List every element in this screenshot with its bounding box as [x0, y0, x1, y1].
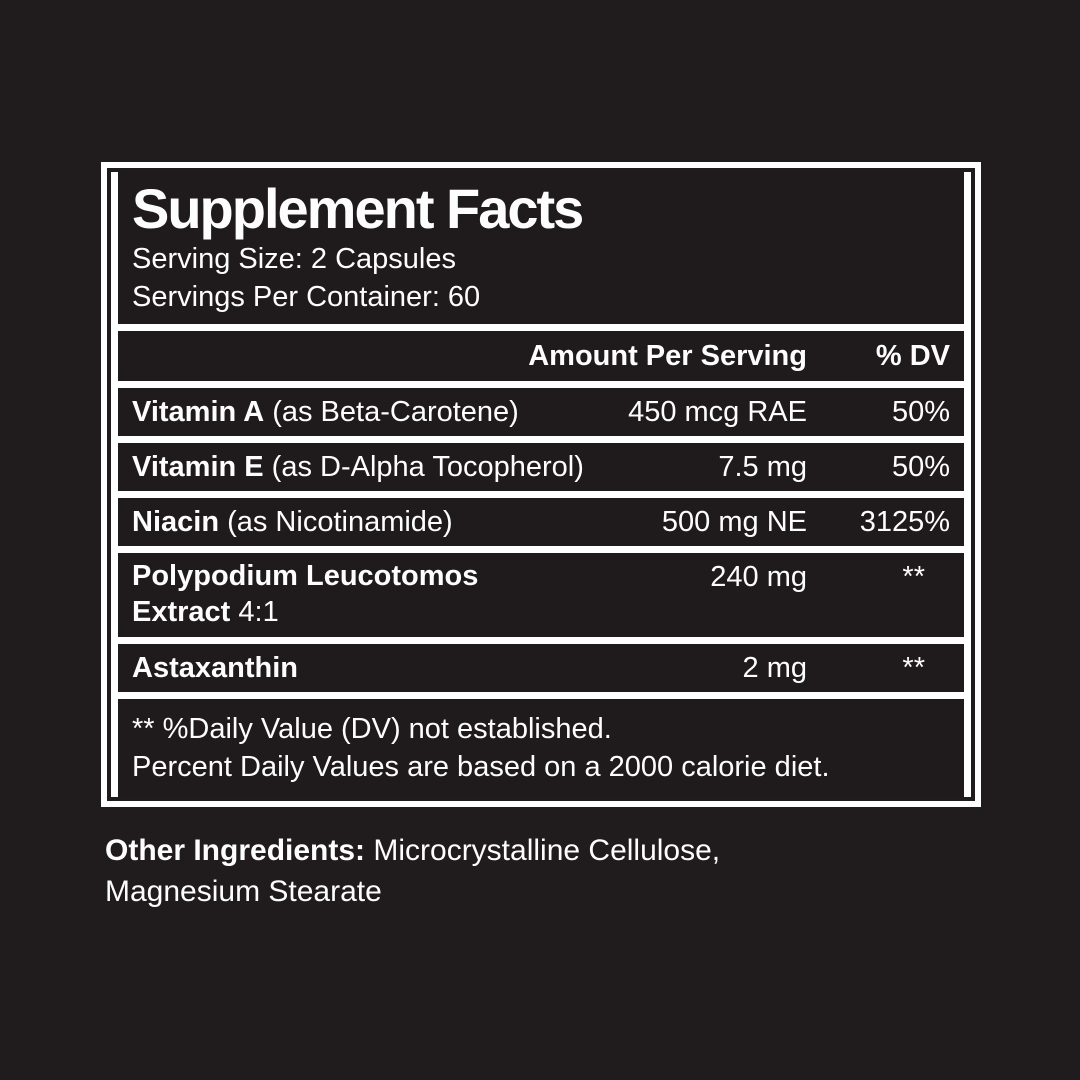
servings-per-container: Servings Per Container: 60 [132, 281, 481, 313]
supplement-facts-panel-inner [111, 172, 971, 797]
panel-header-box [118, 172, 964, 324]
other-ingredients-line2: Magnesium Stearate [105, 875, 382, 908]
column-header-row [118, 331, 964, 381]
serving-size: Serving Size: 2 Capsules [132, 243, 456, 275]
other-ingredients [105, 830, 905, 912]
nutrient-row-polypodium-leucotomos [118, 553, 964, 637]
nutrient-row-astaxanthin [118, 644, 964, 692]
nutrient-amount: 7.5 mg [718, 451, 807, 483]
nutrient-dv: ** [902, 561, 925, 593]
dv-header: % DV [875, 340, 950, 372]
nutrient-amount: 450 mcg RAE [628, 396, 807, 428]
nutrient-amount: 2 mg [742, 652, 807, 684]
nutrient-dv: 50% [891, 451, 950, 483]
nutrient-dv: 3125% [859, 506, 950, 538]
nutrient-dv: ** [902, 652, 925, 684]
nutrient-name: Astaxanthin [132, 652, 298, 684]
panel-title: Supplement Facts [132, 177, 583, 240]
other-ingredients-line1: Microcrystalline Cellulose, [365, 834, 721, 867]
nutrient-amount: 240 mg [710, 561, 807, 593]
supplement-facts-panel [101, 162, 981, 807]
amount-per-serving-header: Amount Per Serving [528, 340, 807, 372]
nutrient-name: Polypodium Leucotomos Extract 4:1 [132, 560, 479, 628]
footnote-dv-not-established: ** %Daily Value (DV) not established. [132, 713, 612, 745]
nutrient-row-vitamin-a [118, 388, 964, 436]
footnote-daily-values: Percent Daily Values are based on a 2000 calorie diet. [132, 751, 830, 783]
other-ingredients-label: Other Ingredients: [105, 834, 366, 867]
footnote-box [118, 699, 964, 797]
nutrient-row-niacin [118, 498, 964, 546]
nutrient-name: Niacin (as Nicotinamide) [132, 506, 453, 538]
nutrient-row-vitamin-e [118, 443, 964, 491]
nutrient-name: Vitamin A (as Beta-Carotene) [132, 396, 519, 428]
nutrient-amount: 500 mg NE [661, 506, 807, 538]
nutrient-name: Vitamin E (as D-Alpha Tocopherol) [132, 451, 584, 483]
nutrient-dv: 50% [891, 396, 950, 428]
